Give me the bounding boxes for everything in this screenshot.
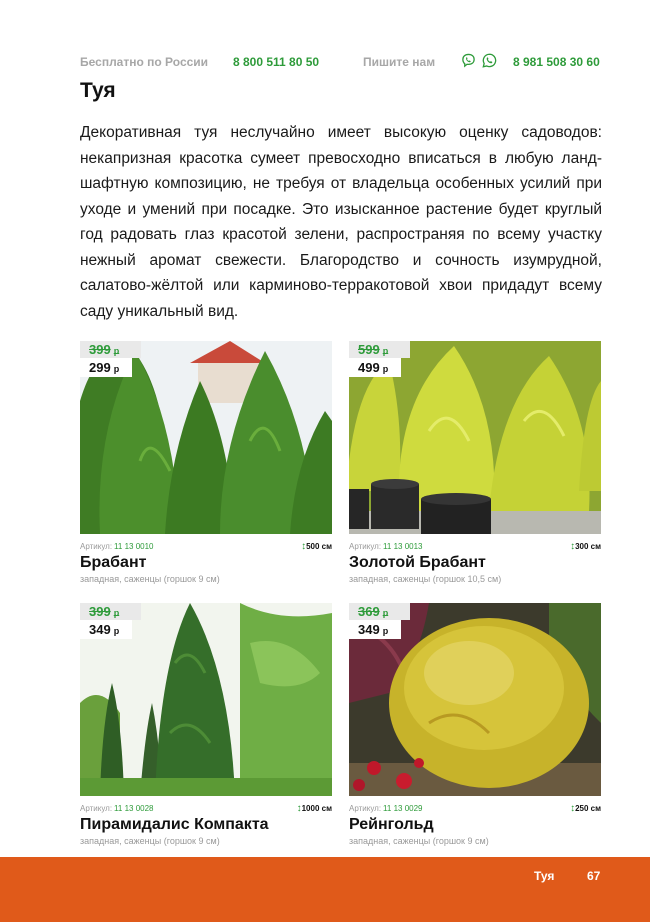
page-footer — [0, 857, 650, 922]
old-price: 399 р — [80, 341, 141, 358]
product-card-rheingold[interactable] — [349, 603, 601, 853]
page-number: 67 — [587, 869, 601, 883]
product-description: западная, саженцы (горшок 9 см) — [349, 836, 489, 846]
product-description: западная, саженцы (горшок 9 см) — [80, 574, 220, 584]
whatsapp-icon[interactable] — [482, 53, 497, 68]
intro-text: Декоративная туя неслучайно имеет высокую оценку садоводов: некапризная красотка сумеет превосходно вписаться в любую ландшафтную композицию, не требуя от владельца особенных усилий при уходе и умений при посадке. Это изысканное растение будет круглый год радовать глаз красотой зелени, распространяя по всему участку нежный аромат свежести. Благородство и сочность изумрудной, салатово-жёлтой или карминово-терракотовой хвои придадут всему саду уникальный вид. — [80, 124, 602, 320]
free-call-label: Бесплатно по России — [80, 55, 209, 69]
product-card-golden-brabant[interactable] — [349, 341, 601, 591]
plant-height: ↕1000 см — [296, 803, 332, 814]
current-price: 349 р — [80, 620, 132, 639]
current-price: 499 р — [349, 358, 401, 377]
old-price: 599 р — [349, 341, 410, 358]
write-us-label: Пишите нам — [363, 55, 436, 69]
sku: Артикул: 11 13 0029 — [349, 804, 423, 813]
free-call-phone[interactable]: 8 800 511 80 50 — [233, 55, 320, 69]
height-arrow-icon: ↕ — [570, 803, 576, 814]
product-name[interactable]: Золотой Брабант — [349, 554, 486, 571]
product-name[interactable]: Пирамидалис Компакта — [80, 816, 269, 833]
current-price: 349 р — [349, 620, 401, 639]
plant-height: ↕250 см — [570, 803, 601, 814]
contact-bar — [80, 53, 602, 71]
product-card-pyramidalis-compacta[interactable] — [80, 603, 332, 853]
height-arrow-icon: ↕ — [301, 541, 307, 552]
sku: Артикул: 11 13 0013 — [349, 542, 423, 551]
sku: Артикул: 11 13 0028 — [80, 804, 154, 813]
product-description: западная, саженцы (горшок 10,5 см) — [349, 574, 502, 584]
height-arrow-icon: ↕ — [296, 803, 302, 814]
product-name[interactable]: Рейнгольд — [349, 816, 434, 833]
viber-icon[interactable] — [461, 53, 476, 68]
page-title: Туя — [80, 79, 116, 102]
product-name[interactable]: Брабант — [80, 554, 147, 571]
messenger-phone[interactable]: 8 981 508 30 60 — [513, 55, 600, 69]
height-arrow-icon: ↕ — [570, 541, 576, 552]
current-price: 299 р — [80, 358, 132, 377]
plant-height: ↕500 см — [301, 541, 332, 552]
product-card-brabant[interactable] — [80, 341, 332, 591]
old-price: 399 р — [80, 603, 141, 620]
sku: Артикул: 11 13 0010 — [80, 542, 154, 551]
product-description: западная, саженцы (горшок 9 см) — [80, 836, 220, 846]
footer-section-title: Туя — [534, 869, 555, 883]
old-price: 369 р — [349, 603, 410, 620]
plant-height: ↕300 см — [570, 541, 601, 552]
